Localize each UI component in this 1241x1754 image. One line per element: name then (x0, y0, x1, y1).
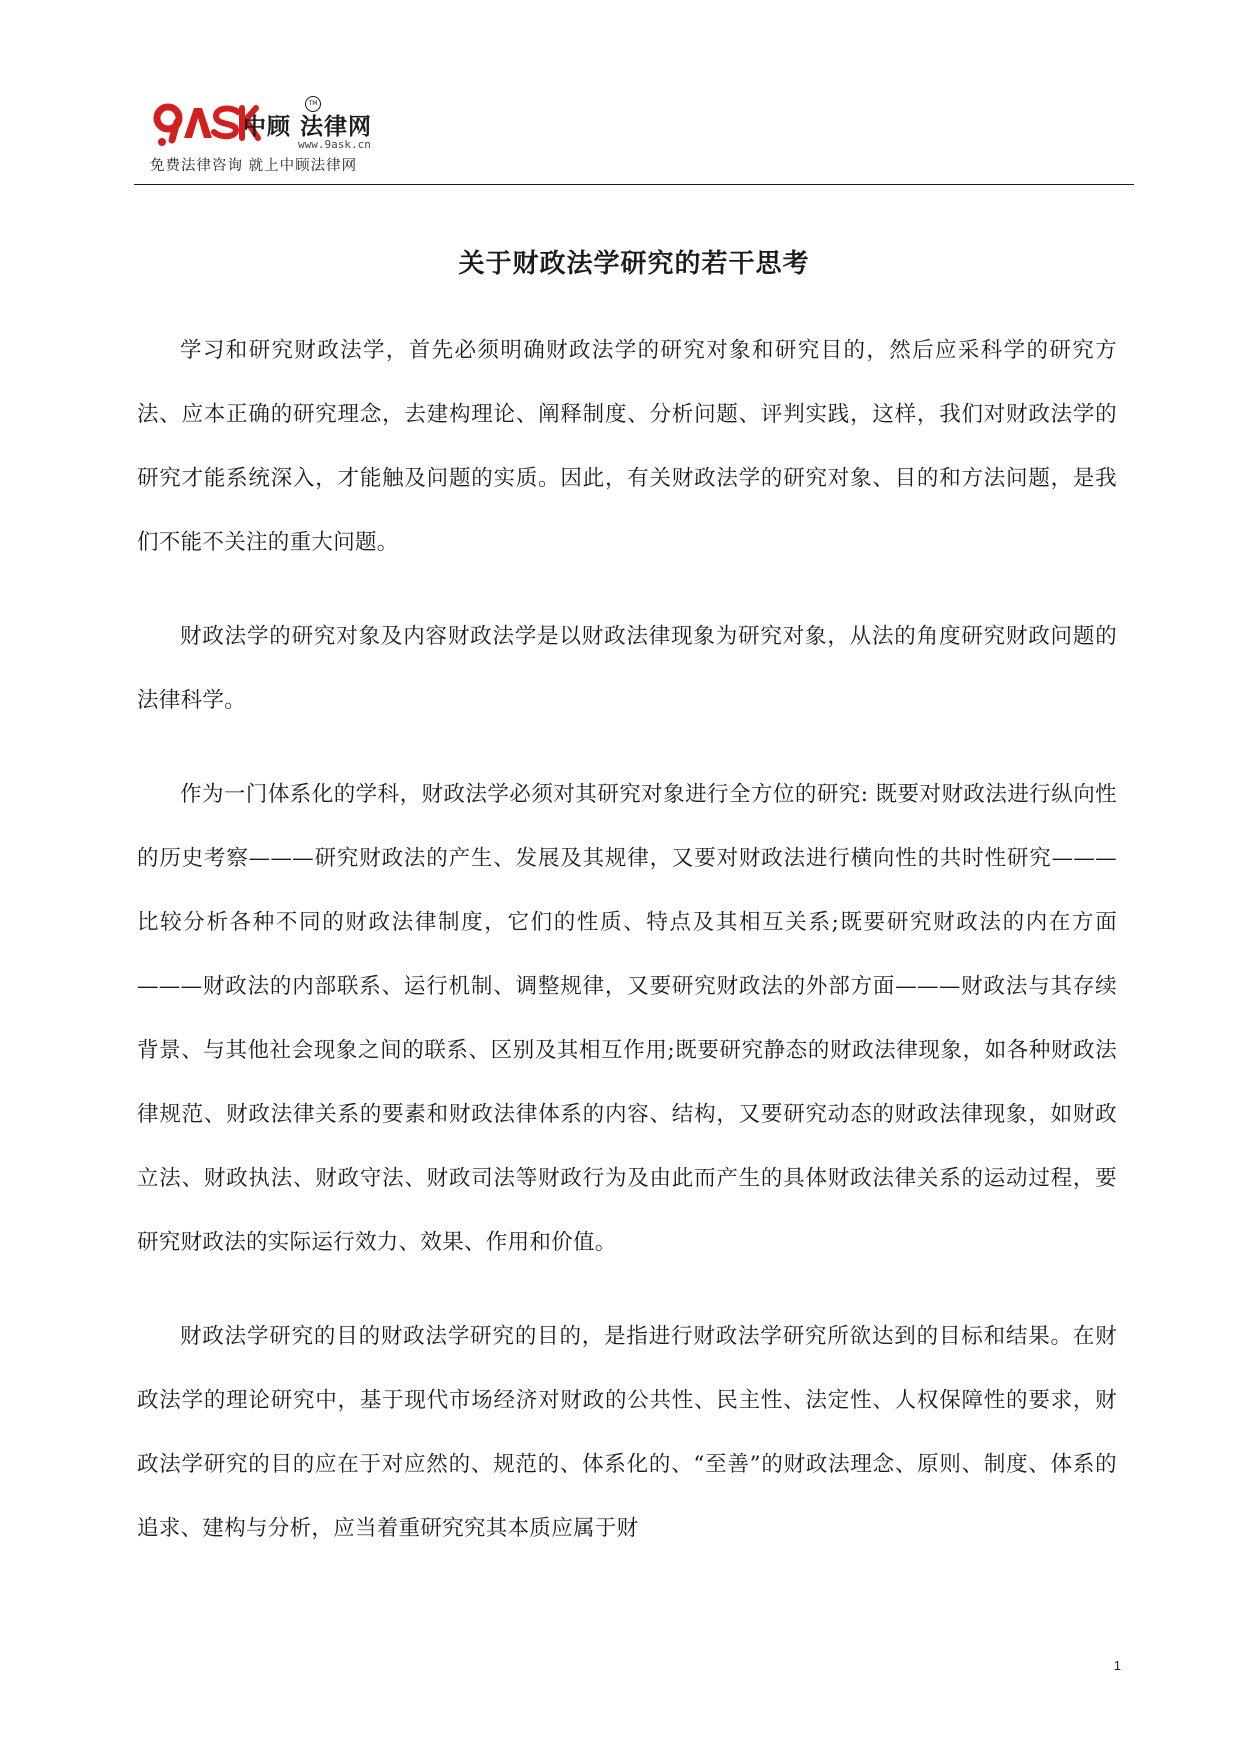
brand-slogan: 免费法律咨询 就上中顾法律网 (150, 158, 358, 174)
paragraph: 学习和研究财政法学，首先必须明确财政法学的研究对象和研究目的，然后应采科学的研究方法、应本正确的研究理念，去建构理论、阐释制度、分析问题、评判实践，这样，我们对财政法学的研究才能系统深入，才能触及问题的实质。因此，有关财政法学的研究对象、目的和方法问题，是我们不能不关注的重大问题。 (137, 338, 1117, 555)
brand-logo (150, 94, 400, 182)
document-body (137, 319, 1117, 1561)
header-divider (134, 184, 1134, 185)
page-number: 1 (1113, 1658, 1121, 1673)
document-title: 关于财政法学研究的若干思考 (458, 249, 810, 280)
brand-url: www.9ask.cn (298, 138, 371, 151)
paragraph: 财政法学研究的目的财政法学研究的目的，是指进行财政法学研究所欲达到的目标和结果。在财政法学的理论研究中，基于现代市场经济对财政的公共性、民主性、法定性、人权保障性的要求，财政法学研究的目的应在于对应然的、规范的、体系化的、“至善”的财政法理念、原则、制度、体系的追求、建构与分析，应当着重研究究其本质应属于财 (137, 1324, 1117, 1541)
paragraph: 作为一门体系化的学科，财政法学必须对其研究对象进行全方位的研究: 既要对财政法进行纵向性的历史考察———研究财政法的产生、发展及其规律，又要对财政法进行横向性的共时性研究———比较分析各种不同的财政法律制度，它们的性质、特点及其相互关系;既要研究财政法的内在方面———财政法的内部联系、运行机制、调整规律，又要研究财政法的外部方面———财政法与其存续背景、与其他社会现象之间的联系、区别及其相互作用;既要研究静态的财政法律现象，如各种财政法律规范、财政法律关系的要素和财政法律体系的内容、结构，又要研究动态的财政法律现象，如财政立法、财政执法、财政守法、财政司法等财政行为及由此而产生的具体财政法律关系的运动过程，要研究财政法的实际运行效力、效果、作用和价值。 (137, 782, 1117, 1255)
trademark-icon: TM (305, 96, 321, 112)
brand-name: 中顾 法律网 (243, 114, 373, 140)
paragraph: 财政法学的研究对象及内容财政法学是以财政法律现象为研究对象，从法的角度研究财政问题的法律科学。 (137, 624, 1117, 713)
page-header (134, 86, 1134, 186)
